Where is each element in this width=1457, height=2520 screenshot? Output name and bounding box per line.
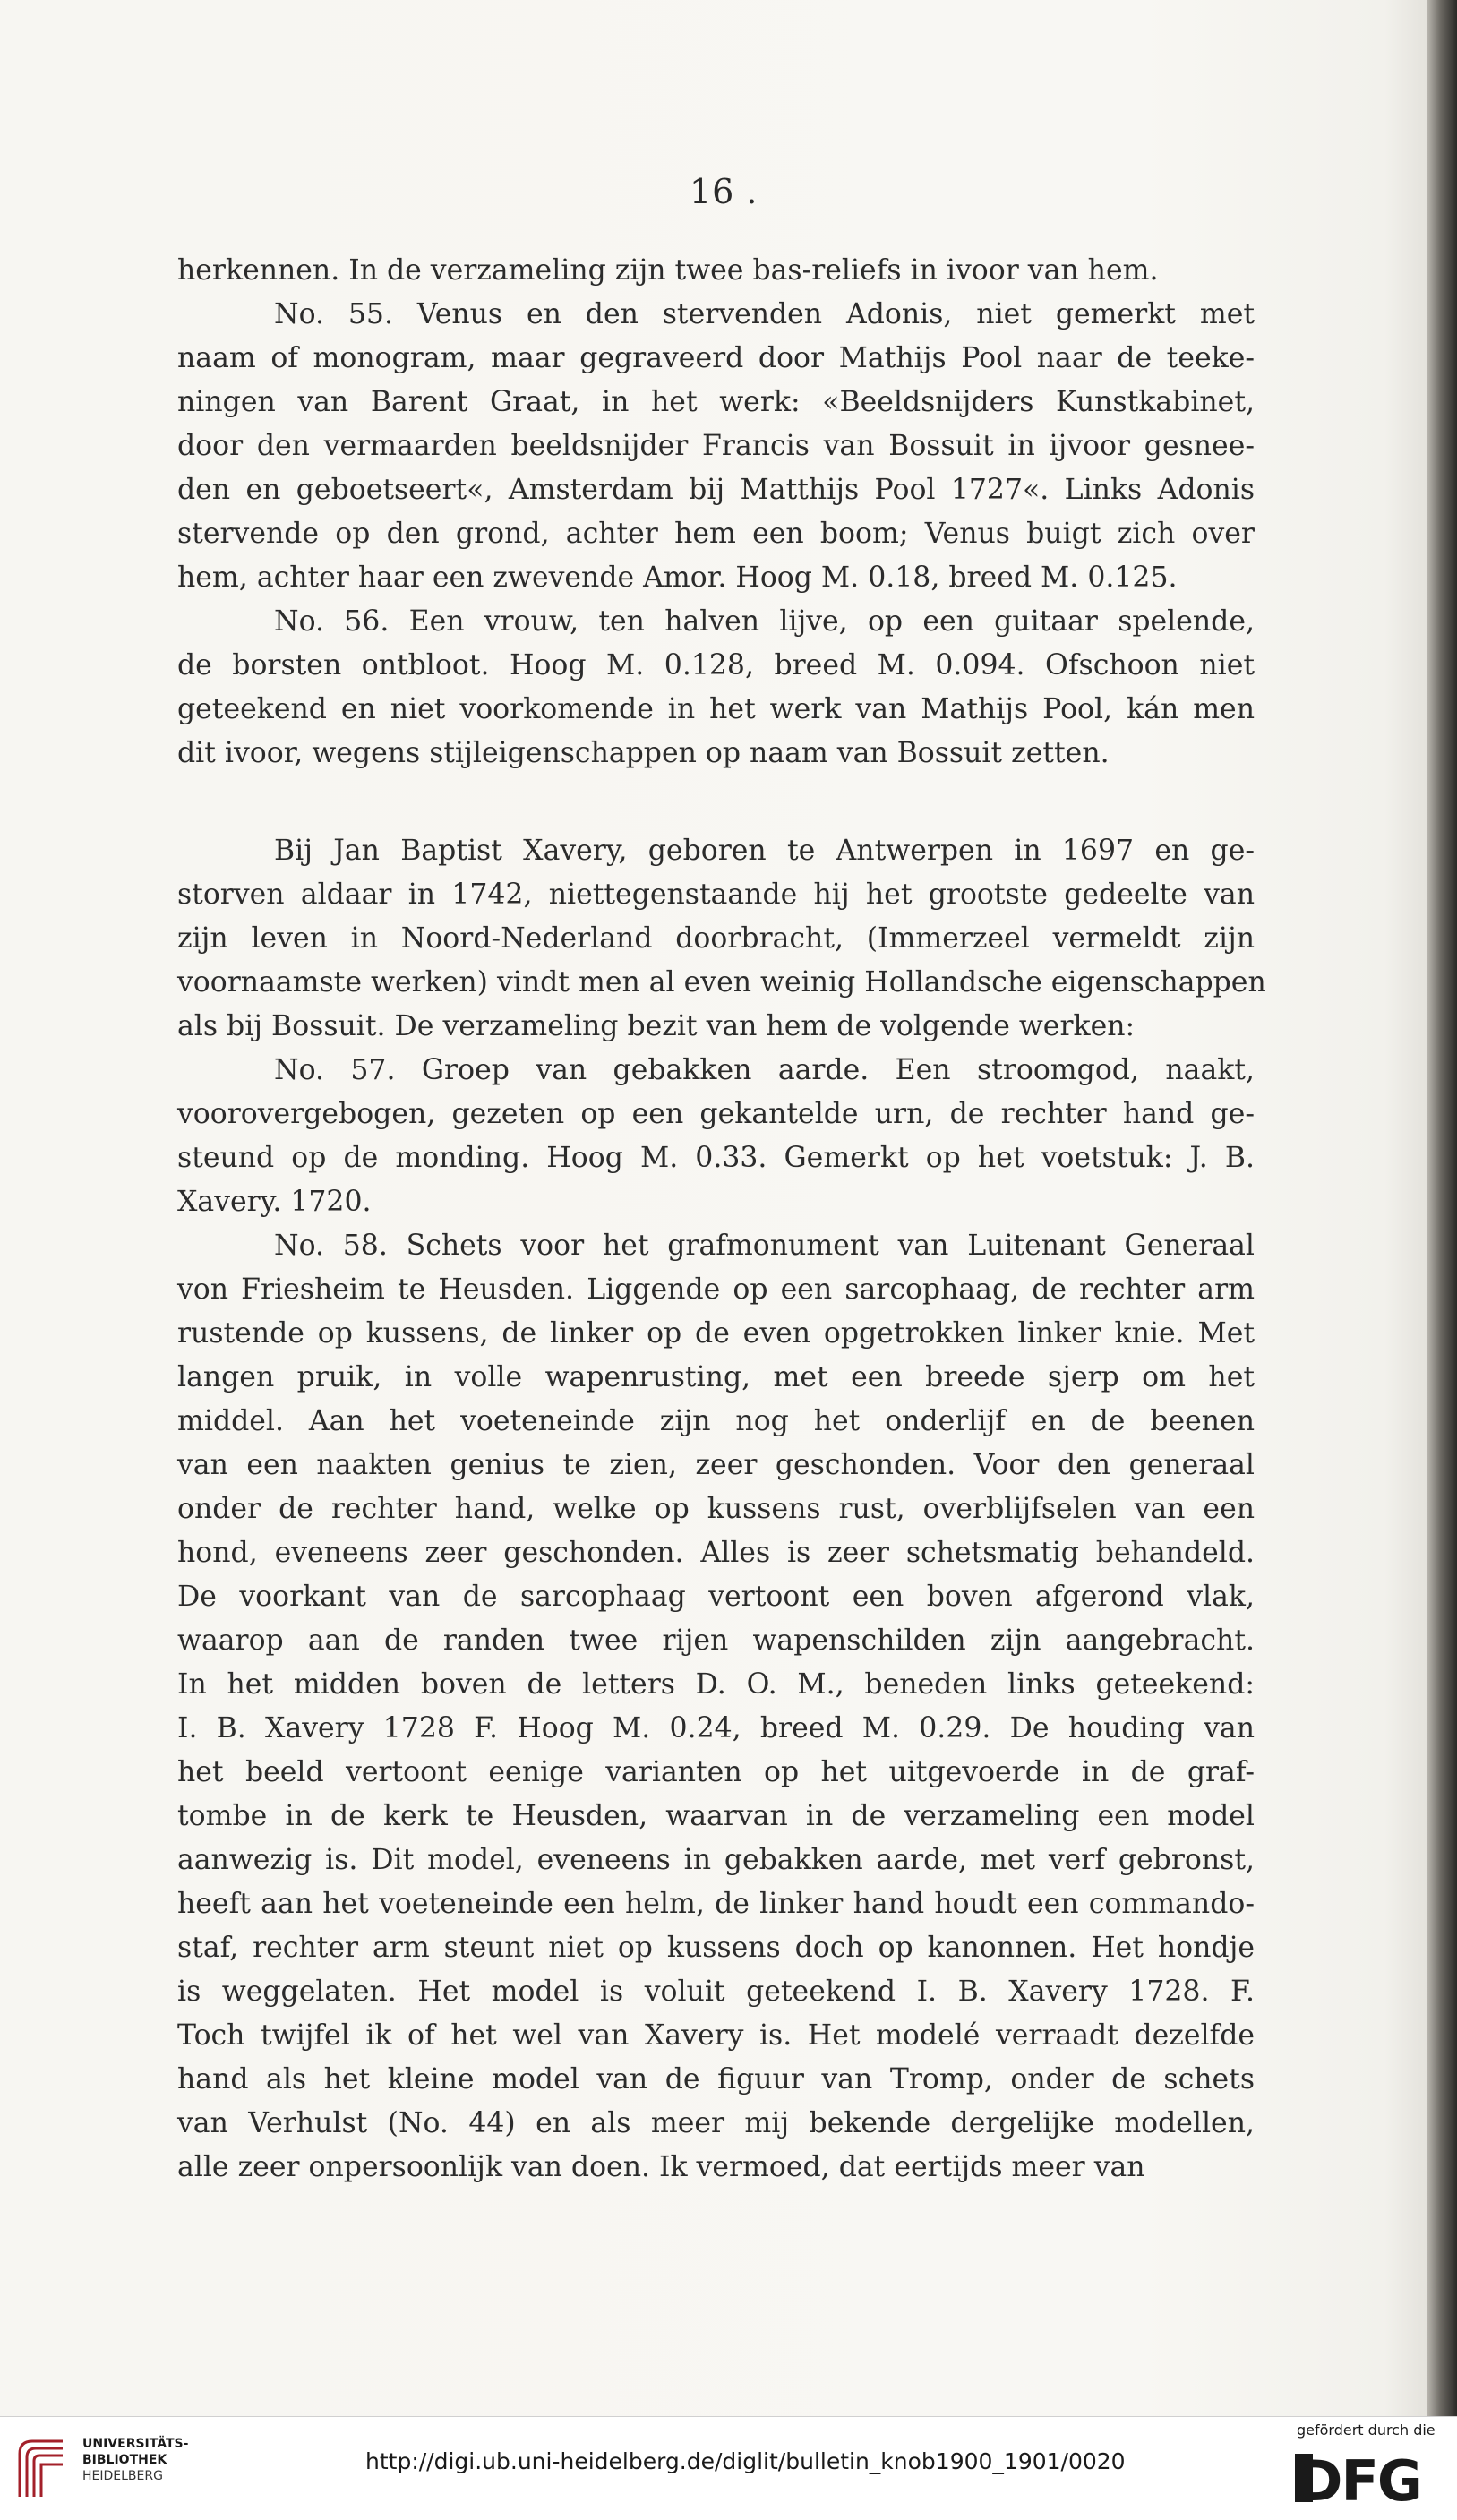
text-line: No. 57. Groep van gebakken aarde. Een stroomgod, naakt,: [274, 1054, 1255, 1086]
text-line: hem, achter haar een zwevende Amor. Hoog M. 0.18, breed M. 0.125.: [177, 561, 1178, 594]
funding-text: gefördert durch die: [1297, 2421, 1436, 2439]
paragraph: [177, 1049, 1255, 1224]
library-name-line: HEIDELBERG: [82, 2469, 163, 2483]
text-line: No. 55. Venus en den stervenden Adonis, niet gemerkt met: [274, 298, 1255, 330]
text-line: No. 58. Schets voor het grafmonument van Luitenant Generaal: [274, 1230, 1255, 1262]
page-number: 16 .: [690, 172, 758, 211]
library-logo-icon: [11, 2430, 72, 2502]
text-line: steund op de monding. Hoog M. 0.33. Gemerkt op het voetstuk: J. B.: [177, 1142, 1255, 1174]
text-line: heeft aan het voeteneinde een helm, de linker hand houdt een commando-: [177, 1888, 1255, 1920]
text-line: waarop aan de randen twee rijen wapenschilden zijn aangebracht.: [177, 1624, 1255, 1657]
text-line: van een naakten genius te zien, zeer geschonden. Voor den generaal: [177, 1449, 1255, 1481]
text-line: herkennen. In de verzameling zijn twee bas-reliefs in ivoor van hem.: [177, 254, 1159, 287]
text-line: tombe in de kerk te Heusden, waarvan in de verzameling een model: [177, 1800, 1255, 1832]
text-line: hond, eveneens zeer geschonden. Alles is zeer schetsmatig behandeld.: [177, 1537, 1255, 1569]
text-line: het beeld vertoont eenige varianten op het uitgevoerde in de graf-: [177, 1756, 1255, 1788]
text-line: voornaamste werken) vindt men al even weinig Hollandsche eigenschappen: [177, 966, 1266, 999]
library-name-line: UNIVERSITÄTS-: [82, 2437, 189, 2451]
body-text: [177, 249, 1266, 2190]
paragraph: [177, 249, 1255, 293]
text-line: onder de rechter hand, welke op kussens rust, overblijfselen van een: [177, 1493, 1255, 1525]
dfg-logo-text: DFG: [1297, 2450, 1421, 2506]
page-edge-shadow: [1427, 0, 1457, 2416]
text-line: voorovergebogen, gezeten op een gekantelde urn, de rechter hand ge-: [177, 1098, 1255, 1130]
text-line: Bij Jan Baptist Xavery, geboren te Antwerpen in 1697 en ge-: [274, 835, 1255, 867]
text-line: hand als het kleine model van de figuur van Tromp, onder de schets: [177, 2063, 1255, 2096]
paragraph: [177, 293, 1255, 600]
text-line: aanwezig is. Dit model, eveneens in gebakken aarde, met verf gebronst,: [177, 1844, 1255, 1876]
text-line: Toch twijfel ik of het wel van Xavery is. Het modelé verraadt dezelfde: [177, 2019, 1255, 2052]
text-line: rustende op kussens, de linker op de even opgetrokken linker knie. Met: [177, 1317, 1255, 1350]
text-line: de borsten ontbloot. Hoog M. 0.128, breed M. 0.094. Ofschoon niet: [177, 649, 1255, 681]
text-line: Xavery. 1720.: [177, 1186, 372, 1218]
text-line: ningen van Barent Graat, in het werk: «Beeldsnijders Kunstkabinet,: [177, 386, 1255, 418]
text-line: zijn leven in Noord-Nederland doorbracht, (Immerzeel vermeldt zijn: [177, 922, 1255, 955]
permalink-url[interactable]: http://digi.ub.uni-heidelberg.de/diglit/bulletin_knob1900_1901/0020: [365, 2448, 1126, 2474]
text-line: I. B. Xavery 1728 F. Hoog M. 0.24, breed M. 0.29. De houding van: [177, 1712, 1255, 1744]
library-name: [82, 2436, 188, 2484]
text-line: als bij Bossuit. De verzameling bezit van hem de volgende werken:: [177, 1010, 1136, 1042]
text-line: No. 56. Een vrouw, ten halven lijve, op een guitaar spelende,: [274, 605, 1255, 638]
text-line: alle zeer onpersoonlijk van doen. Ik vermoed, dat eertijds meer van: [177, 2151, 1145, 2183]
text-line: door den vermaarden beeldsnijder Francis van Bossuit in ijvoor gesnee-: [177, 430, 1255, 462]
text-line: stervende op den grond, achter hem een boom; Venus buigt zich over: [177, 518, 1255, 550]
text-line: storven aldaar in 1742, niettegenstaande hij het grootste gedeelte van: [177, 879, 1255, 911]
text-line: is weggelaten. Het model is voluit geteekend I. B. Xavery 1728. F.: [177, 1976, 1255, 2008]
text-line: van Verhulst (No. 44) en als meer mij bekende dergelijke modellen,: [177, 2107, 1255, 2139]
paragraph-gap: [177, 776, 1255, 829]
paragraph: [177, 600, 1255, 776]
text-line: dit ivoor, wegens stijleigenschappen op naam van Bossuit zetten.: [177, 737, 1110, 769]
paragraph: [177, 829, 1266, 1049]
library-name-line: BIBLIOTHEK: [82, 2453, 167, 2467]
text-line: middel. Aan het voeteneinde zijn nog het onderlijf en de beenen: [177, 1405, 1255, 1437]
text-line: staf, rechter arm steunt niet op kussens doch op kanonnen. Het hondje: [177, 1932, 1255, 1964]
text-line: von Friesheim te Heusden. Liggende op een sarcophaag, de rechter arm: [177, 1273, 1255, 1306]
text-line: De voorkant van de sarcophaag vertoont een boven afgerond vlak,: [177, 1581, 1255, 1613]
paragraph: [177, 1224, 1255, 2190]
text-line: naam of monogram, maar gegraveerd door Mathijs Pool naar de teeke-: [177, 342, 1255, 374]
text-line: langen pruik, in volle wapenrusting, met een breede sjerp om het: [177, 1361, 1255, 1393]
dfg-logo-icon: [1293, 2450, 1442, 2506]
text-line: geteekend en niet voorkomende in het werk van Mathijs Pool, kán men: [177, 693, 1255, 725]
text-line: den en geboetseert«, Amsterdam bij Matthijs Pool 1727«. Links Adonis: [177, 474, 1255, 506]
text-line: In het midden boven de letters D. O. M., beneden links geteekend:: [177, 1668, 1255, 1701]
